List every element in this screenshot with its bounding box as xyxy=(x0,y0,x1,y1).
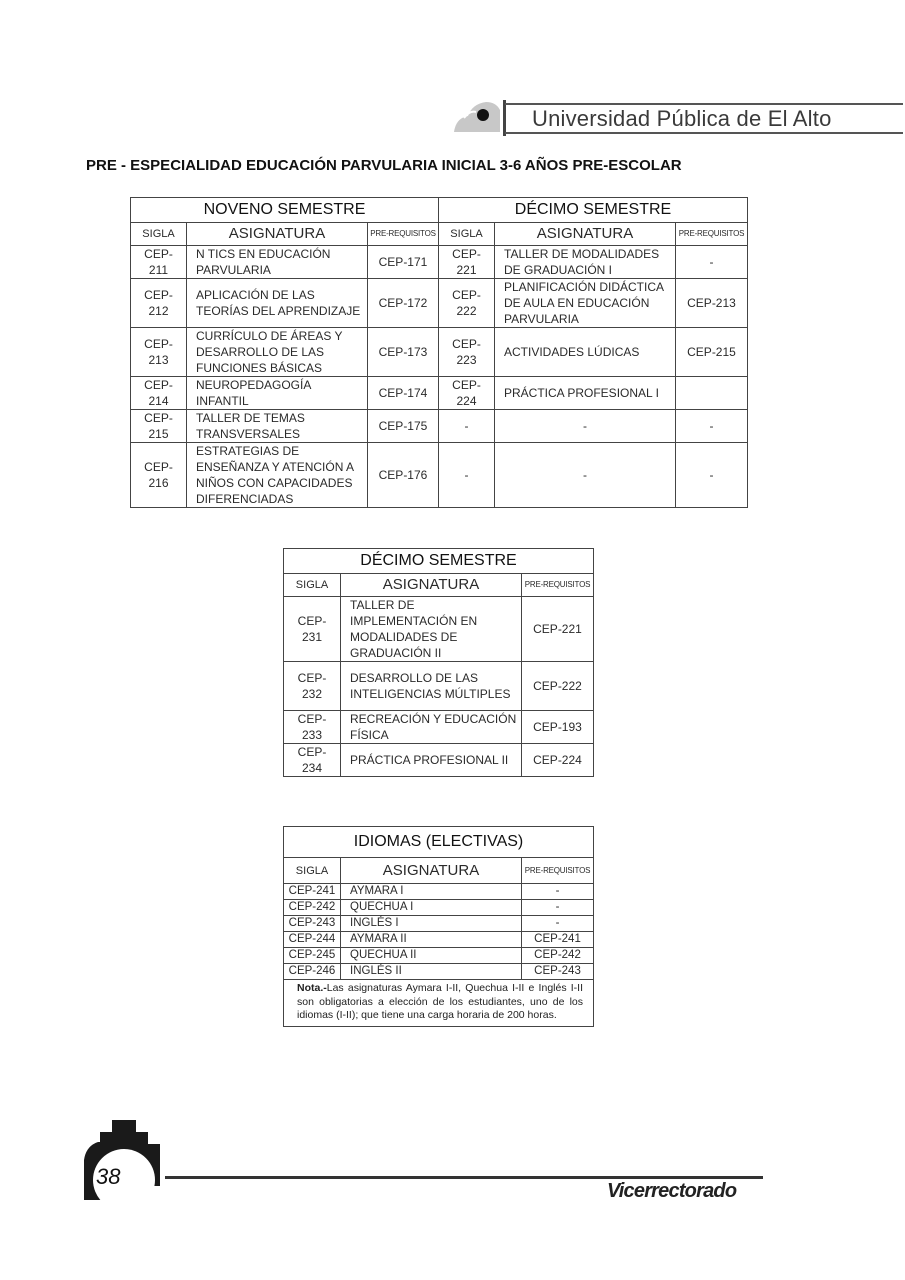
semester-table-10 xyxy=(283,548,594,777)
semester-heading: DÉCIMO SEMESTRE xyxy=(284,549,594,574)
prerequisito-cell: CEP-224 xyxy=(522,744,594,777)
asignatura-cell: DESARROLLO DE LAS INTELIGENCIAS MÚLTIPLES xyxy=(341,662,522,711)
prerequisito-cell: CEP-222 xyxy=(522,662,594,711)
sigla-cell: CEP-215 xyxy=(131,410,187,443)
table-row xyxy=(284,597,594,662)
asignatura-cell: N TICS EN EDUCACIÓN PARVULARIA xyxy=(187,246,368,279)
prerequisito-cell: - xyxy=(676,246,748,279)
prerequisito-cell: CEP-241 xyxy=(522,932,594,948)
sigla-cell: - xyxy=(439,443,495,508)
asignatura-cell: AYMARA I xyxy=(341,884,522,900)
sigla-cell: - xyxy=(439,410,495,443)
asignatura-cell: - xyxy=(495,410,676,443)
semester-heading: DÉCIMO SEMESTRE xyxy=(439,198,748,223)
prerequisito-cell: CEP-173 xyxy=(368,328,439,377)
column-header-prerequisitos: PRE-REQUISITOS xyxy=(368,223,439,246)
table-row xyxy=(284,711,594,744)
column-header-prerequisitos: PRE-REQUISITOS xyxy=(676,223,748,246)
header-divider xyxy=(505,103,903,105)
sigla-cell: CEP-242 xyxy=(284,900,341,916)
sigla-cell: CEP-243 xyxy=(284,916,341,932)
column-header-sigla: SIGLA xyxy=(439,223,495,246)
asignatura-cell: RECREACIÓN Y EDUCACIÓN FÍSICA xyxy=(341,711,522,744)
header-bracket xyxy=(503,100,516,136)
asignatura-cell: ESTRATEGIAS DE ENSEÑANZA Y ATENCIÓN A NIÑOS CON CAPACIDADES DIFERENCIADAS xyxy=(187,443,368,508)
sigla-cell: CEP-216 xyxy=(131,443,187,508)
column-header-prerequisitos: PRE-REQUISITOS xyxy=(522,858,594,884)
prerequisito-cell: CEP-176 xyxy=(368,443,439,508)
prerequisito-cell: CEP-242 xyxy=(522,948,594,964)
sigla-cell: CEP-233 xyxy=(284,711,341,744)
prerequisito-cell: CEP-243 xyxy=(522,964,594,980)
column-header-asignatura: ASIGNATURA xyxy=(341,574,522,597)
sigla-cell: CEP-231 xyxy=(284,597,341,662)
semester-table-9-10 xyxy=(130,197,748,508)
table-row xyxy=(284,884,594,900)
prerequisito-cell xyxy=(676,377,748,410)
asignatura-cell: QUECHUA I xyxy=(341,900,522,916)
table-row xyxy=(284,916,594,932)
sigla-cell: CEP-222 xyxy=(439,279,495,328)
column-header-sigla: SIGLA xyxy=(284,574,341,597)
column-header-sigla: SIGLA xyxy=(284,858,341,884)
prerequisito-cell: - xyxy=(522,916,594,932)
sigla-cell: CEP-234 xyxy=(284,744,341,777)
footer-divider xyxy=(165,1176,763,1179)
sigla-cell: CEP-214 xyxy=(131,377,187,410)
asignatura-cell: TALLER DE TEMAS TRANSVERSALES xyxy=(187,410,368,443)
note-cell xyxy=(284,980,594,1027)
asignatura-cell: PRÁCTICA PROFESIONAL II xyxy=(341,744,522,777)
table-row xyxy=(284,662,594,711)
table-row xyxy=(131,377,748,410)
prerequisito-cell: - xyxy=(522,884,594,900)
asignatura-cell: PRÁCTICA PROFESIONAL I xyxy=(495,377,676,410)
sigla-cell: CEP-241 xyxy=(284,884,341,900)
prerequisito-cell: CEP-213 xyxy=(676,279,748,328)
sigla-cell: CEP-246 xyxy=(284,964,341,980)
sigla-cell: CEP-211 xyxy=(131,246,187,279)
sigla-cell: CEP-232 xyxy=(284,662,341,711)
prerequisito-cell: - xyxy=(522,900,594,916)
note-label: Nota.- xyxy=(297,982,327,994)
sigla-cell: CEP-244 xyxy=(284,932,341,948)
prerequisito-cell: CEP-221 xyxy=(522,597,594,662)
idiomas-table xyxy=(283,826,594,1027)
prerequisito-cell: CEP-175 xyxy=(368,410,439,443)
column-header-asignatura: ASIGNATURA xyxy=(495,223,676,246)
prerequisito-cell: CEP-215 xyxy=(676,328,748,377)
asignatura-cell: INGLÉS II xyxy=(341,964,522,980)
asignatura-cell: CURRÍCULO DE ÁREAS Y DESARROLLO DE LAS FUNCIONES BÁSICAS xyxy=(187,328,368,377)
note-text: Las asignaturas Aymara I-II, Quechua I-II e Inglés I-II son obligatorias a elección de los estudiantes, uno de los idiomas (I-II); que tiene una carga horaria de 200 horas. xyxy=(297,982,584,1021)
asignatura-cell: APLICACIÓN DE LAS TEORÍAS DEL APRENDIZAJE xyxy=(187,279,368,328)
prerequisito-cell: CEP-174 xyxy=(368,377,439,410)
table-row xyxy=(131,328,748,377)
semester-heading: IDIOMAS (ELECTIVAS) xyxy=(284,827,594,858)
sigla-cell: CEP-223 xyxy=(439,328,495,377)
asignatura-cell: ACTIVIDADES LÚDICAS xyxy=(495,328,676,377)
asignatura-cell: TALLER DE IMPLEMENTACIÓN EN MODALIDADES DE GRADUACIÓN II xyxy=(341,597,522,662)
asignatura-cell: PLANIFICACIÓN DIDÁCTICA DE AULA EN EDUCACIÓN PARVULARIA xyxy=(495,279,676,328)
prerequisito-cell: - xyxy=(676,443,748,508)
page-title: PRE - ESPECIALIDAD EDUCACIÓN PARVULARIA INICIAL 3-6 AÑOS PRE-ESCOLAR xyxy=(86,157,682,174)
asignatura-cell: AYMARA II xyxy=(341,932,522,948)
asignatura-cell: NEUROPEDAGOGÍA INFANTIL xyxy=(187,377,368,410)
sigla-cell: CEP-221 xyxy=(439,246,495,279)
asignatura-cell: TALLER DE MODALIDADES DE GRADUACIÓN I xyxy=(495,246,676,279)
prerequisito-cell: CEP-172 xyxy=(368,279,439,328)
table-row xyxy=(284,932,594,948)
sigla-cell: CEP-213 xyxy=(131,328,187,377)
column-header-prerequisitos: PRE-REQUISITOS xyxy=(522,574,594,597)
table-row xyxy=(284,948,594,964)
table-row xyxy=(284,964,594,980)
university-logo-icon xyxy=(452,96,502,136)
table-row xyxy=(131,246,748,279)
table-row xyxy=(131,279,748,328)
column-header-sigla: SIGLA xyxy=(131,223,187,246)
sigla-cell: CEP-212 xyxy=(131,279,187,328)
footer-brand-logo: Vicerrectorado xyxy=(607,1180,737,1202)
asignatura-cell: INGLÉS I xyxy=(341,916,522,932)
table-row xyxy=(131,410,748,443)
header-divider xyxy=(505,132,903,134)
column-header-asignatura: ASIGNATURA xyxy=(187,223,368,246)
sigla-cell: CEP-224 xyxy=(439,377,495,410)
column-header-asignatura: ASIGNATURA xyxy=(341,858,522,884)
table-row xyxy=(131,443,748,508)
prerequisito-cell: - xyxy=(676,410,748,443)
semester-heading: NOVENO SEMESTRE xyxy=(131,198,439,223)
page-number: 38 xyxy=(96,1164,121,1189)
asignatura-cell: QUECHUA II xyxy=(341,948,522,964)
prerequisito-cell: CEP-193 xyxy=(522,711,594,744)
table-row xyxy=(284,900,594,916)
table-row xyxy=(284,744,594,777)
sigla-cell: CEP-245 xyxy=(284,948,341,964)
university-name: Universidad Pública de El Alto xyxy=(532,106,832,131)
asignatura-cell: - xyxy=(495,443,676,508)
prerequisito-cell: CEP-171 xyxy=(368,246,439,279)
